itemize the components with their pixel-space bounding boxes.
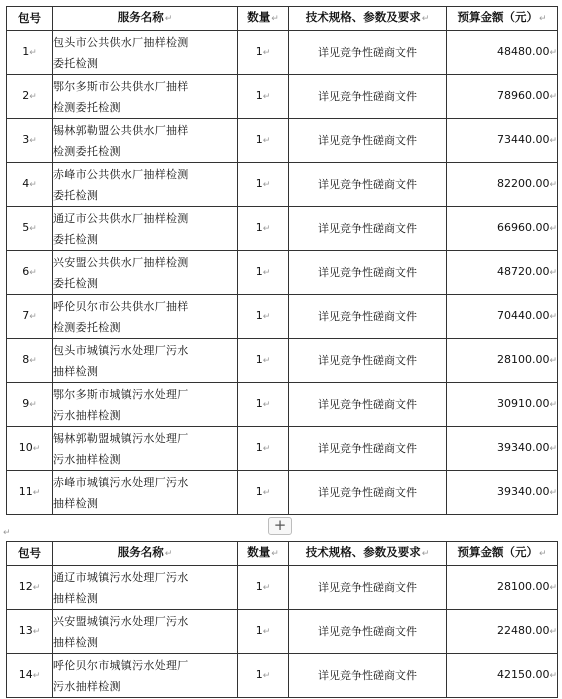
spec-text: 详见竞争性磋商文件 (318, 398, 417, 411)
table-row (7, 610, 558, 654)
spec-cell (289, 31, 447, 75)
budget-amount: 30910.00 (496, 397, 550, 410)
cell-end-mark: ↵ (29, 92, 37, 102)
spec-text: 详见竞争性磋商文件 (318, 134, 417, 147)
spec-text: 详见竞争性磋商文件 (318, 222, 417, 235)
spec-cell (289, 207, 447, 251)
budget-cell (447, 75, 558, 119)
package-no: 4 (22, 177, 30, 190)
budget-cell (447, 207, 558, 251)
cell-end-mark: ↵ (271, 14, 279, 24)
quantity-cell (238, 31, 289, 75)
package-no-cell (7, 75, 53, 119)
header-quantity: 数量↵ (238, 7, 289, 31)
budget-cell (447, 119, 558, 163)
budget-cell (447, 251, 558, 295)
paragraph-mark: ↵ (3, 528, 11, 538)
quantity-cell (238, 75, 289, 119)
quantity-cell (238, 427, 289, 471)
quantity: 1 (255, 133, 263, 146)
budget-cell (447, 383, 558, 427)
package-no-cell (7, 610, 53, 654)
cell-end-mark: ↵ (32, 488, 41, 498)
table-row (7, 251, 558, 295)
service-name-cell (53, 119, 238, 163)
package-no: 1 (22, 45, 30, 58)
package-no-cell (7, 471, 53, 515)
service-name: 鄂尔多斯市城镇污水处理厂 污水抽样检测 (53, 387, 189, 422)
package-no-cell (7, 163, 53, 207)
cell-end-mark: ↵ (262, 48, 271, 58)
budget-amount: 70440.00 (496, 309, 550, 322)
budget-cell (447, 295, 558, 339)
service-name: 锡林郭勒盟公共供水厂抽样 检测委托检测 (53, 123, 189, 158)
cell-end-mark: ↵ (549, 444, 557, 454)
cell-end-mark: ↵ (549, 356, 557, 366)
service-name: 通辽市城镇污水处理厂污水 抽样检测 (53, 570, 189, 605)
service-name: 通辽市公共供水厂抽样检测 委托检测 (53, 211, 189, 246)
cell-end-mark: ↵ (549, 583, 557, 593)
table-row (7, 566, 558, 610)
cell-end-mark: ↵ (262, 312, 271, 322)
cell-end-mark: ↵ (421, 14, 430, 24)
cell-end-mark: ↵ (549, 92, 557, 102)
cell-end-mark: ↵ (29, 400, 37, 410)
budget-amount: 78960.00 (496, 89, 550, 102)
spec-cell (289, 339, 447, 383)
cell-end-mark: ↵ (29, 48, 37, 58)
budget-cell (447, 31, 558, 75)
quantity: 1 (255, 265, 263, 278)
cell-end-mark: ↵ (262, 627, 271, 637)
cell-end-mark: ↵ (549, 268, 557, 278)
cell-end-mark: ↵ (32, 583, 41, 593)
quantity: 1 (255, 397, 263, 410)
quantity-cell (238, 654, 289, 698)
header-spec: 技术规格、参数及要求↵ (289, 542, 447, 566)
table-row (7, 471, 558, 515)
cell-end-mark: ↵ (549, 136, 557, 146)
table-row (7, 207, 558, 251)
service-name-cell (53, 163, 238, 207)
cell-end-mark: ↵ (32, 444, 41, 454)
quantity-cell (238, 295, 289, 339)
budget-amount: 39340.00 (496, 485, 550, 498)
cell-end-mark: ↵ (262, 400, 271, 410)
service-name-cell (53, 207, 238, 251)
cell-end-mark: ↵ (164, 14, 173, 24)
service-name-cell (53, 654, 238, 698)
budget-cell (447, 610, 558, 654)
spec-text: 详见竞争性磋商文件 (318, 442, 417, 455)
quantity: 1 (255, 177, 263, 190)
table-row (7, 119, 558, 163)
spec-cell (289, 654, 447, 698)
budget-amount: 42150.00 (496, 668, 550, 681)
package-no-cell (7, 207, 53, 251)
cell-end-mark: ↵ (262, 180, 271, 190)
service-name: 呼伦贝尔市城镇污水处理厂 污水抽样检测 (53, 658, 189, 693)
table-header-row (7, 7, 558, 31)
budget-cell (447, 163, 558, 207)
package-no: 3 (22, 133, 30, 146)
spec-cell (289, 163, 447, 207)
service-name: 包头市公共供水厂抽样检测 委托检测 (53, 35, 189, 70)
cell-end-mark: ↵ (262, 583, 271, 593)
budget-amount: 48480.00 (496, 45, 550, 58)
quantity: 1 (255, 353, 263, 366)
package-no-cell (7, 295, 53, 339)
cell-end-mark: ↵ (262, 488, 271, 498)
cell-end-mark: ↵ (549, 671, 557, 681)
table-row (7, 383, 558, 427)
spec-text: 详见竞争性磋商文件 (318, 178, 417, 191)
cell-end-mark: ↵ (29, 136, 37, 146)
cell-end-mark: ↵ (32, 627, 41, 637)
service-name: 兴安盟城镇污水处理厂污水 抽样检测 (53, 614, 189, 649)
budget-cell (447, 471, 558, 515)
spec-cell (289, 295, 447, 339)
quantity-cell (238, 566, 289, 610)
cell-end-mark: ↵ (29, 356, 37, 366)
service-name-cell (53, 383, 238, 427)
cell-end-mark: ↵ (262, 268, 271, 278)
quantity-cell (238, 163, 289, 207)
package-no: 9 (22, 397, 30, 410)
cell-end-mark: ↵ (29, 312, 37, 322)
service-name-cell (53, 427, 238, 471)
service-name: 鄂尔多斯市公共供水厂抽样 检测委托检测 (53, 79, 189, 114)
service-name: 呼伦贝尔市公共供水厂抽样 检测委托检测 (53, 299, 189, 334)
package-no: 5 (22, 221, 30, 234)
budget-cell (447, 427, 558, 471)
cell-end-mark: ↵ (271, 549, 279, 559)
quantity: 1 (255, 485, 263, 498)
spec-text: 详见竞争性磋商文件 (318, 310, 417, 323)
budget-cell (447, 339, 558, 383)
table-row (7, 295, 558, 339)
package-no-cell (7, 31, 53, 75)
package-no-cell (7, 339, 53, 383)
package-no: 14 (18, 668, 33, 681)
table-row (7, 427, 558, 471)
cell-end-mark: ↵ (421, 549, 430, 559)
package-no: 2 (22, 89, 30, 102)
budget-amount: 48720.00 (496, 265, 550, 278)
package-no-cell (7, 119, 53, 163)
header-package-no: 包号 (7, 542, 53, 566)
quantity: 1 (255, 89, 263, 102)
budget-amount: 22480.00 (496, 624, 550, 637)
table-header-row (7, 542, 558, 566)
quantity-cell (238, 383, 289, 427)
cell-end-mark: ↵ (538, 549, 547, 559)
table-body-1 (7, 31, 558, 515)
budget-amount: 28100.00 (496, 353, 550, 366)
service-name: 包头市城镇污水处理厂污水 抽样检测 (53, 343, 189, 378)
quantity: 1 (255, 580, 263, 593)
spec-text: 详见竞争性磋商文件 (318, 354, 417, 367)
cell-end-mark: ↵ (29, 180, 37, 190)
quantity: 1 (255, 221, 263, 234)
cell-end-mark: ↵ (164, 549, 173, 559)
quantity: 1 (255, 668, 263, 681)
spec-text: 详见竞争性磋商文件 (318, 581, 417, 594)
service-name-cell (53, 566, 238, 610)
service-name: 锡林郭勒盟城镇污水处理厂 污水抽样检测 (53, 431, 189, 466)
budget-amount: 28100.00 (496, 580, 550, 593)
package-no-cell (7, 654, 53, 698)
package-no: 12 (18, 580, 33, 593)
package-no: 10 (18, 441, 33, 454)
package-no-cell (7, 251, 53, 295)
package-no: 6 (22, 265, 30, 278)
cell-end-mark: ↵ (549, 312, 557, 322)
service-name: 兴安盟公共供水厂抽样检测 委托检测 (53, 255, 189, 290)
service-name: 赤峰市城镇污水处理厂污水 抽样检测 (53, 475, 189, 510)
spec-cell (289, 427, 447, 471)
quantity: 1 (255, 45, 263, 58)
budget-amount: 73440.00 (496, 133, 550, 146)
service-name-cell (53, 251, 238, 295)
spec-cell (289, 471, 447, 515)
budget-cell (447, 566, 558, 610)
budget-cell (447, 654, 558, 698)
table-row (7, 654, 558, 698)
cell-end-mark: ↵ (262, 444, 271, 454)
budget-amount: 82200.00 (496, 177, 550, 190)
header-quantity: 数量↵ (238, 542, 289, 566)
header-service-name: 服务名称↵ (53, 7, 238, 31)
table-row (7, 75, 558, 119)
cell-end-mark: ↵ (538, 14, 547, 24)
spec-cell (289, 383, 447, 427)
quantity-cell (238, 251, 289, 295)
package-no: 13 (18, 624, 33, 637)
add-row-button[interactable]: + (268, 517, 292, 535)
table-row (7, 339, 558, 383)
quantity: 1 (255, 309, 263, 322)
cell-end-mark: ↵ (29, 268, 37, 278)
cell-end-mark: ↵ (32, 671, 41, 681)
quantity-cell (238, 119, 289, 163)
spec-cell (289, 610, 447, 654)
package-no: 7 (22, 309, 30, 322)
cell-end-mark: ↵ (549, 180, 557, 190)
header-budget: 预算金额（元）↵ (447, 542, 558, 566)
table-row (7, 31, 558, 75)
service-name-cell (53, 610, 238, 654)
budget-amount: 66960.00 (496, 221, 550, 234)
package-no: 8 (22, 353, 30, 366)
service-name-cell (53, 75, 238, 119)
spec-cell (289, 566, 447, 610)
quantity-cell (238, 610, 289, 654)
service-name-cell (53, 295, 238, 339)
package-no: 11 (18, 485, 33, 498)
cell-end-mark: ↵ (262, 671, 271, 681)
cell-end-mark: ↵ (29, 224, 37, 234)
cell-end-mark: ↵ (262, 224, 271, 234)
header-budget: 预算金额（元）↵ (447, 7, 558, 31)
spec-cell (289, 251, 447, 295)
service-name-cell (53, 471, 238, 515)
cell-end-mark: ↵ (262, 92, 271, 102)
header-service-name: 服务名称↵ (53, 542, 238, 566)
cell-end-mark: ↵ (262, 136, 271, 146)
header-package-no: 包号 (7, 7, 53, 31)
header-spec: 技术规格、参数及要求↵ (289, 7, 447, 31)
package-no-cell (7, 566, 53, 610)
spec-cell (289, 119, 447, 163)
package-table-1 (6, 6, 558, 515)
service-name-cell (53, 339, 238, 383)
spec-text: 详见竞争性磋商文件 (318, 266, 417, 279)
service-name-cell (53, 31, 238, 75)
spec-text: 详见竞争性磋商文件 (318, 625, 417, 638)
spec-cell (289, 75, 447, 119)
quantity-cell (238, 339, 289, 383)
cell-end-mark: ↵ (262, 356, 271, 366)
cell-end-mark: ↵ (549, 627, 557, 637)
spec-text: 详见竞争性磋商文件 (318, 46, 417, 59)
table-body-2 (7, 566, 558, 698)
quantity: 1 (255, 624, 263, 637)
quantity-cell (238, 471, 289, 515)
budget-amount: 39340.00 (496, 441, 550, 454)
cell-end-mark: ↵ (549, 488, 557, 498)
table-row (7, 163, 558, 207)
spec-text: 详见竞争性磋商文件 (318, 486, 417, 499)
spec-text: 详见竞争性磋商文件 (318, 669, 417, 682)
quantity: 1 (255, 441, 263, 454)
package-table-2 (6, 541, 558, 698)
cell-end-mark: ↵ (549, 400, 557, 410)
cell-end-mark: ↵ (549, 48, 557, 58)
spec-text: 详见竞争性磋商文件 (318, 90, 417, 103)
quantity-cell (238, 207, 289, 251)
package-no-cell (7, 427, 53, 471)
cell-end-mark: ↵ (549, 224, 557, 234)
package-no-cell (7, 383, 53, 427)
service-name: 赤峰市公共供水厂抽样检测 委托检测 (53, 167, 189, 202)
